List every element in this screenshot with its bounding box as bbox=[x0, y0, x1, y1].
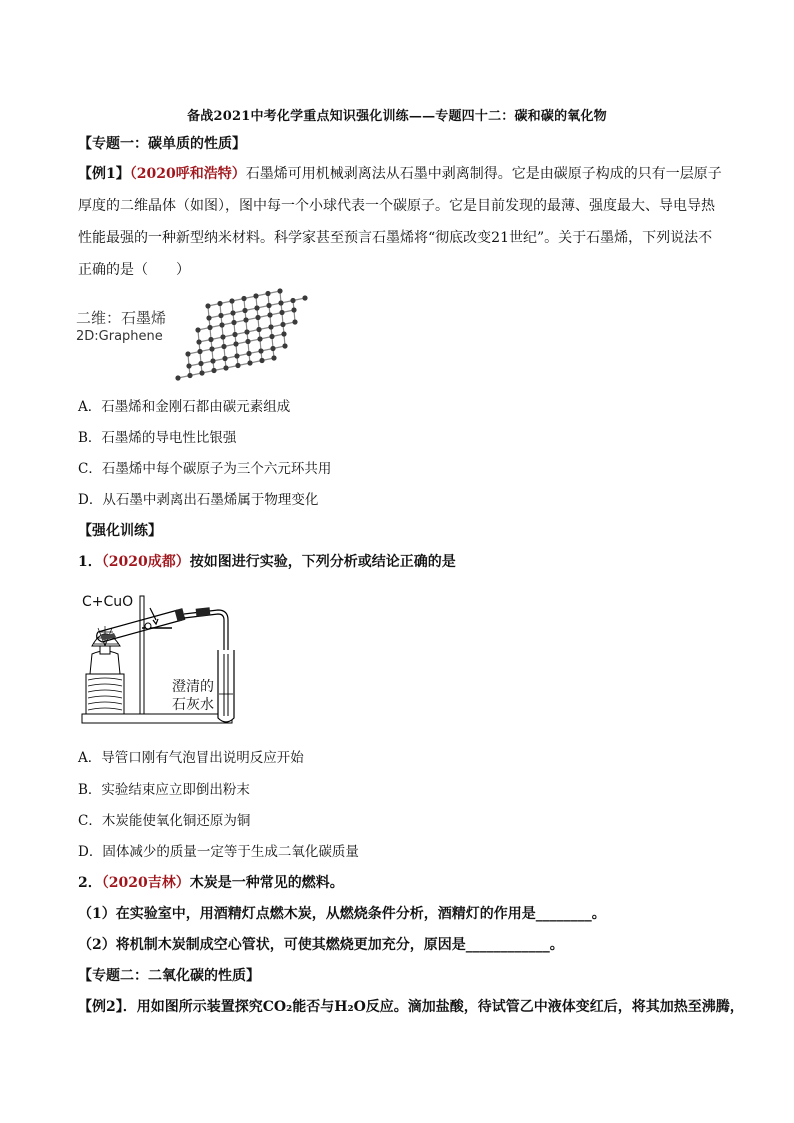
q1-source: （2020成都） bbox=[101, 554, 190, 570]
example1-line2: 厚度的二维晶体（如图），图中每一个小球代表一个碳原子。它是目前发现的最薄、强度最大、导电导热 bbox=[78, 198, 715, 214]
q1-option-c: C．木炭能使氧化铜还原为铜 bbox=[78, 813, 251, 829]
section2-header: 【专题二：二氧化碳的性质】 bbox=[78, 968, 260, 984]
example1-line1 bbox=[78, 164, 728, 184]
q1-option-a: A．导管口刚有气泡冒出说明反应开始 bbox=[78, 750, 304, 766]
q1-text: 按如图进行实验，下列分析或结论正确的是 bbox=[189, 554, 456, 570]
example1-text1: 石墨烯可用机械剥离法从石墨中剥离制得。它是由碳原子构成的只有一层原子 bbox=[245, 166, 722, 182]
example1-option-d: D．从石墨中剥离出石墨烯属于物理变化 bbox=[78, 492, 319, 508]
q2-source: （2020吉林） bbox=[101, 875, 190, 891]
example1-line4: 正确的是（ ） bbox=[78, 262, 190, 278]
limewater-label-line2: 石灰水 bbox=[172, 697, 214, 713]
q2-stem bbox=[78, 873, 728, 893]
q2-sub2: （2）将机制木炭制成空心管状，可使其燃烧更加充分，原因是____________。 bbox=[78, 937, 564, 953]
graphene-label-en: 2D:Graphene bbox=[76, 329, 163, 344]
example2-line1 bbox=[78, 997, 744, 1017]
example1-option-b: B．石墨烯的导电性比银强 bbox=[78, 430, 237, 446]
example1-option-c: C．石墨烯中每个碳原子为三个六元环共用 bbox=[78, 461, 332, 477]
q1-option-b: B．实验结束应立即倒出粉末 bbox=[78, 782, 250, 798]
q2-text: 木炭是一种常见的燃料。 bbox=[189, 875, 344, 891]
section1-header: 【专题一：碳单质的性质】 bbox=[78, 136, 246, 152]
example1-line3: 性能最强的一种新型纳米材料。科学家甚至预言石墨烯将“彻底改变21世纪”。关于石墨烯，下列说法不 bbox=[78, 230, 713, 246]
page-title: 备战2021中考化学重点知识强化训练——专题四十二：碳和碳的氧化物 bbox=[187, 109, 607, 124]
graphene-label-cn: 二维：石墨烯 bbox=[76, 309, 167, 327]
q1-stem bbox=[78, 552, 728, 572]
q1-number: 1． bbox=[78, 554, 102, 570]
example1-source: （2020呼和浩特） bbox=[129, 166, 246, 182]
limewater-label-line1: 澄清的 bbox=[172, 679, 214, 695]
q2-sub1: （1）在实验室中，用酒精灯点燃木炭，从燃烧条件分析，酒精灯的作用是________。 bbox=[78, 906, 606, 922]
example1-tag: 【例1】 bbox=[78, 166, 130, 182]
example1-option-a: A．石墨烯和金刚石都由碳元素组成 bbox=[78, 399, 291, 415]
example2-text: ．用如图所示装置探究CO₂能否与H₂O反应。滴加盐酸，待试管乙中液体变红后，将其加热至沸腾， bbox=[122, 999, 744, 1015]
training-header: 【强化训练】 bbox=[78, 523, 162, 539]
example2-tag: 【例2】 bbox=[78, 999, 123, 1015]
reagent-label: C+CuO bbox=[82, 594, 134, 610]
q1-option-d: D．固体减少的质量一定等于生成二氧化碳质量 bbox=[78, 844, 359, 860]
graphene-lattice-image bbox=[170, 288, 310, 388]
q2-number: 2． bbox=[78, 875, 102, 891]
